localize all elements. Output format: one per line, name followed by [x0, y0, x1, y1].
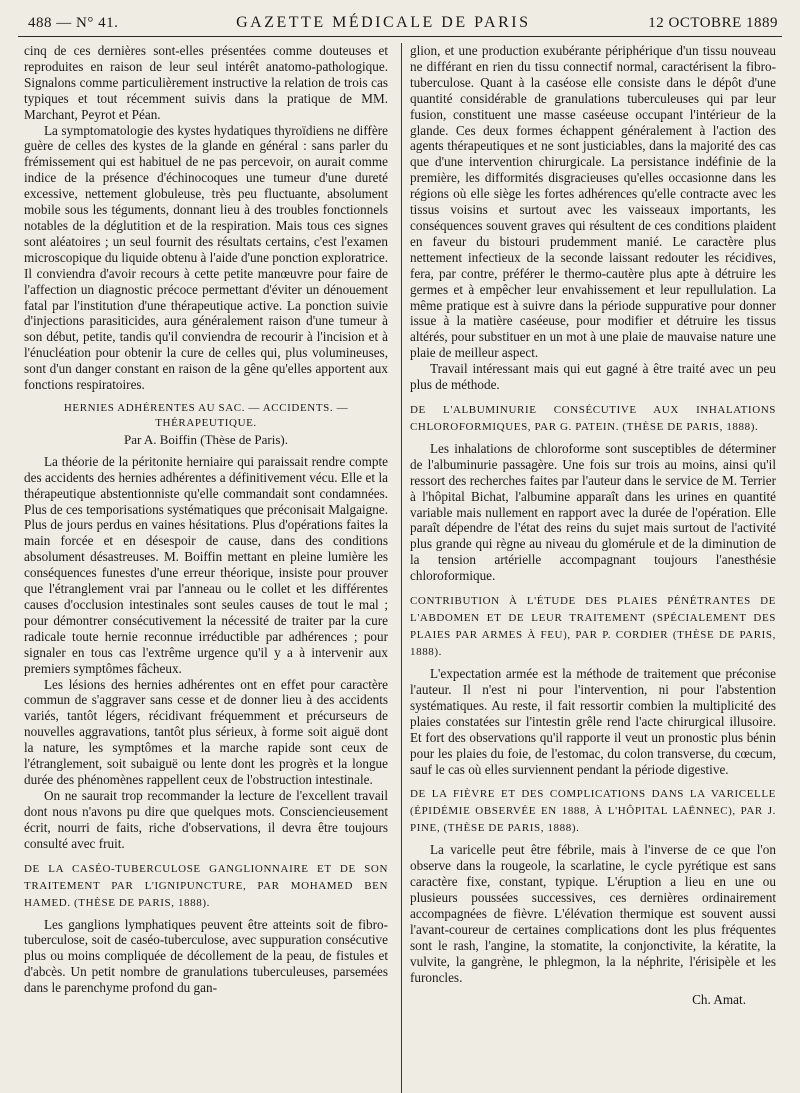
- paragraph: Travail intéressant mais qui eut gagné à être traité avec un peu plus de méthode.: [410, 361, 776, 393]
- right-column: [398, 43, 778, 1008]
- section-title: DE LA CASÉO-TUBERCULOSE GANGLIONNAIRE ET DE SON TRAITEMENT PAR L'IGNIPUNCTURE,: [24, 862, 388, 892]
- paragraph: Les inhalations de chloroforme sont susceptibles de déterminer de l'albuminurie passagère. Une fois sur trois au moins, ainsi qu'il ressort des recherches faites par l'auteur dans le service de M. Terrier à l'hôpital Bichat, l'albumine apparaît dans les urines en quantité variable mais nullement en rapport avec la durée de l'opération. Elle paraît dépendre de l'état des reins du sujet mais surtout de l'activité plus grande qui règne au niveau du glomérule et de la diminution de la tension artérielle accompagnant toujours l'anesthésie chloroformique.: [410, 440, 776, 584]
- page-header: [18, 14, 782, 37]
- author-signature: Ch. Amat.: [692, 991, 746, 1007]
- left-column: [18, 43, 398, 1008]
- section-byline: PAR MOHAMED BEN HAMED. (THÈSE DE PARIS, 1888).: [24, 879, 388, 909]
- journal-title: GAZETTE MÉDICALE DE PARIS: [236, 14, 531, 31]
- column-divider: [401, 43, 402, 1093]
- section-title: HERNIES ADHÉRENTES AU SAC. — ACCIDENTS. — THÉRAPEUTIQUE.: [63, 401, 349, 429]
- paragraph: La théorie de la péritonite herniaire qui paraissait rendre compte des accidents des hernies adhérentes a définitivement vécu. Elle et la thérapeutique abstentionniste qu'elle commandait sont condamnées. Plus de ces temporisations systématiques que préconisait Malgaigne. Plus de jours perdus en vaines hésitations. Plus d'opérations faites la main forcée et en désespoir de cause, dans des conditions absolument désastreuses. M. Boiffin mettant en pleine lumière les conséquences funestes d'une erreur théorique, insiste pour prouver que l'étranglement vrai par l'anneau ou le collet et les différentes causes d'occlusion intestinales sont seules causes de tout le mal ; pour démontrer consécutivement la nécessité de traiter par la cure radicale toute hernie reconnue irréductible par adhérences ; pour signaler en tous cas l'extrême urgence qu'il y a à intervenir aux premiers symptômes fâcheux.: [24, 453, 388, 676]
- section-title: CONTRIBUTION À L'ÉTUDE DES PLAIES PÉNÉTRANTES DE L'ABDOMEN ET DE LEUR TRAITEMENT: [410, 595, 776, 625]
- paragraph: Les lésions des hernies adhérentes ont en effet pour caractère commun de s'aggraver sans cesse et de donner lieu à des accidents variés, tantôt légers, récidivant fréquemment et précurseurs de nouvelles aggravations, tantôt plus sérieux, à forme soit aiguë dont la nature, les symptômes et la marche rapide sont ceux de l'étranglement, soit subaiguë ou lente dont les progrès et la longue durée des phénomènes rappellent ceux de l'obstruction intestinale.: [24, 676, 388, 787]
- paragraph: glion, et une production exubérante périphérique d'un tissu nouveau ne différant en rien du tissu connectif normal, caractérisent la fibro-tuberculose. Quant à la caséose elle consiste dans le dépôt d'une quantité considérable de granulations tuberculeuses qui par leur fusion, constituent une masse caséeuse occupant l'intérieur de la glande. Ces deux formes échappent généralement à l'action des agents thérapeutiques et ne sont justiciables, dans la majorité des cas que d'une intervention chirurgicale. La persistance indéfinie de la première, les difformités disgracieuses qu'elles occasionne dans les régions où elle siège les fortes adhérences qu'elle contracte avec les tissus voisins et surtout avec les vaisseaux importants, les conséquences souvent graves qui résultent de ces conditions plaident en faveur du bistouri prudemment manié. Le caractère plus nettement infectieux de la seconde laissant redouter les récidives, fera, par contre, préférer le thermo-cautère plus apte à détruire les germes et à empêcher leur envahissement et leur repullulation. La même pratique est à suivre dans la période suppurative pour donner issue à la matière caséeuse, pour modifier et détruire les tissus altérés, pour substituer en un mot à une plaie de mauvaise nature une plaie de meilleur aspect.: [410, 43, 776, 361]
- text-columns: [18, 43, 782, 1008]
- section-byline: PAR G. PATEIN. (THÈSE DE PARIS, 1888).: [534, 420, 759, 433]
- section-heading-hernies: [24, 401, 388, 448]
- section-byline: (ÉPIDÉMIE OBSERVÉE EN 1888, À L'HÔPITAL LAËNNEC), PAR J. PINE, (THÈSE DE PARIS, 1888).: [410, 805, 776, 835]
- issue-date: 12 OCTOBRE 1889: [648, 15, 778, 31]
- paragraph: Les ganglions lymphatiques peuvent être atteints soit de fibro-tuberculose, soit de caséo-tuberculose, avec suppuration consécutive plus ou moins compliquée de décollement de la peau, de fistules et d'abcès. Un petit nombre de granulations tuberculeuses, parsemées dans le parenchyme profond du gan-: [24, 916, 388, 996]
- paragraph: La varicelle peut être fébrile, mais à l'inverse de ce que l'on observe dans la rougeole, la scarlatine, le cycle pyrétique est sans caractère fixe, constant, typique. L'éruption a lieu en une ou plusieurs poussées successives, ces dernières ordinairement accompagnées de fièvre. L'élévation thermique est souvent aussi l'avant-coureur de certaines complications dont les plus fréquentes sont le rash, l'angine, la stomatite, la conjonctivite, la kératite, la vulvite, la gangrène, le phlegmon, la la néphrite, l'érisipèle et les furoncles.: [410, 842, 776, 985]
- paragraph: La symptomatologie des kystes hydatiques thyroïdiens ne diffère guère de celles des kystes de la glande en général : sans parler du frémissement qui est habituel de ne pas percevoir, on aurait comme indice de la présence d'échinocoques une tumeur d'une dureté excessive, nettement globuleuse, très peu fluctuante, absolument mobile sous les téguments, donnant lieu à des troubles fonctionnels notables de la déglutition et de la respiration. Mais tous ces signes sont aléatoires ; un seul fournit des résultats certains, c'est l'examen microscopique du liquide obtenu à l'aide d'une ponction exploratrice. Il conviendra d'avoir recours à cette petite manœuvre pour faire de l'affection un diagnostic précoce permettant d'éviter un dénouement fatal par l'institution d'une thérapeutique active. La ponction suivie d'injections parasiticides, aura généralement raison d'une tumeur à son début, petite, tandis qu'il conviendra de recourir à l'incision et à l'énucléation pour obtenir la cure de celles qui, plus volumineuses, sont d'un danger constant en raison de la gêne qu'elles apportent aux fonctions respiratoires.: [24, 122, 389, 393]
- paragraph: L'expectation armée est la méthode de traitement que préconise l'auteur. Il n'est ni pour l'intervention, ni pour l'abstention systématiques. Au reste, il fait ressortir combien la multiplicité des plaies constatées sur l'intestin grêle rend l'acte chirurgical illusoire. Et fort des observations qu'il rapporte il veut un pronostic plus bénin pour les plaies du foie, de l'estomac, du colon transverse, du cœcum, sauf le cas où elles surviennent pendant la période digestive.: [410, 666, 776, 777]
- section-heading-caseo-tuberculose: [24, 860, 388, 911]
- section-title: DE L'ALBUMINURIE CONSÉCUTIVE AUX INHALATIONS CHLOROFORMIQUES,: [410, 403, 776, 433]
- section-heading-albuminurie: [410, 401, 776, 435]
- section-byline: (SPÉCIALEMENT DES PLAIES PAR ARMES À FEU), PAR P. CORDIER (THÈSE DE PARIS, 1888).: [410, 612, 776, 659]
- section-heading-plaies-abdomen: [410, 592, 776, 660]
- section-heading-varicelle: [410, 785, 776, 836]
- paragraph: cinq de ces dernières sont-elles présentées comme douteuses et reproduites en raison de leur seul intérêt anatomo-pathologique. Signalons comme particulièrement instructive la relation de trois cas typiques et tout récemment suivis dans la pratique de MM. Marchant, Peyrot et Péan.: [24, 43, 388, 122]
- section-byline: Par A. Boiffin (Thèse de Paris).: [123, 431, 289, 447]
- page-number: 488 — N° 41.: [28, 15, 119, 31]
- paragraph: On ne saurait trop recommander la lecture de l'excellent travail dont nous n'avons pu dire que quelques mots. Consciencieusement écrit, nourri de faits, riche d'observations, il devra être toujours consulté avec fruit.: [24, 787, 388, 851]
- section-title: DE LA FIÈVRE ET DES COMPLICATIONS DANS LA VARICELLE: [410, 788, 776, 801]
